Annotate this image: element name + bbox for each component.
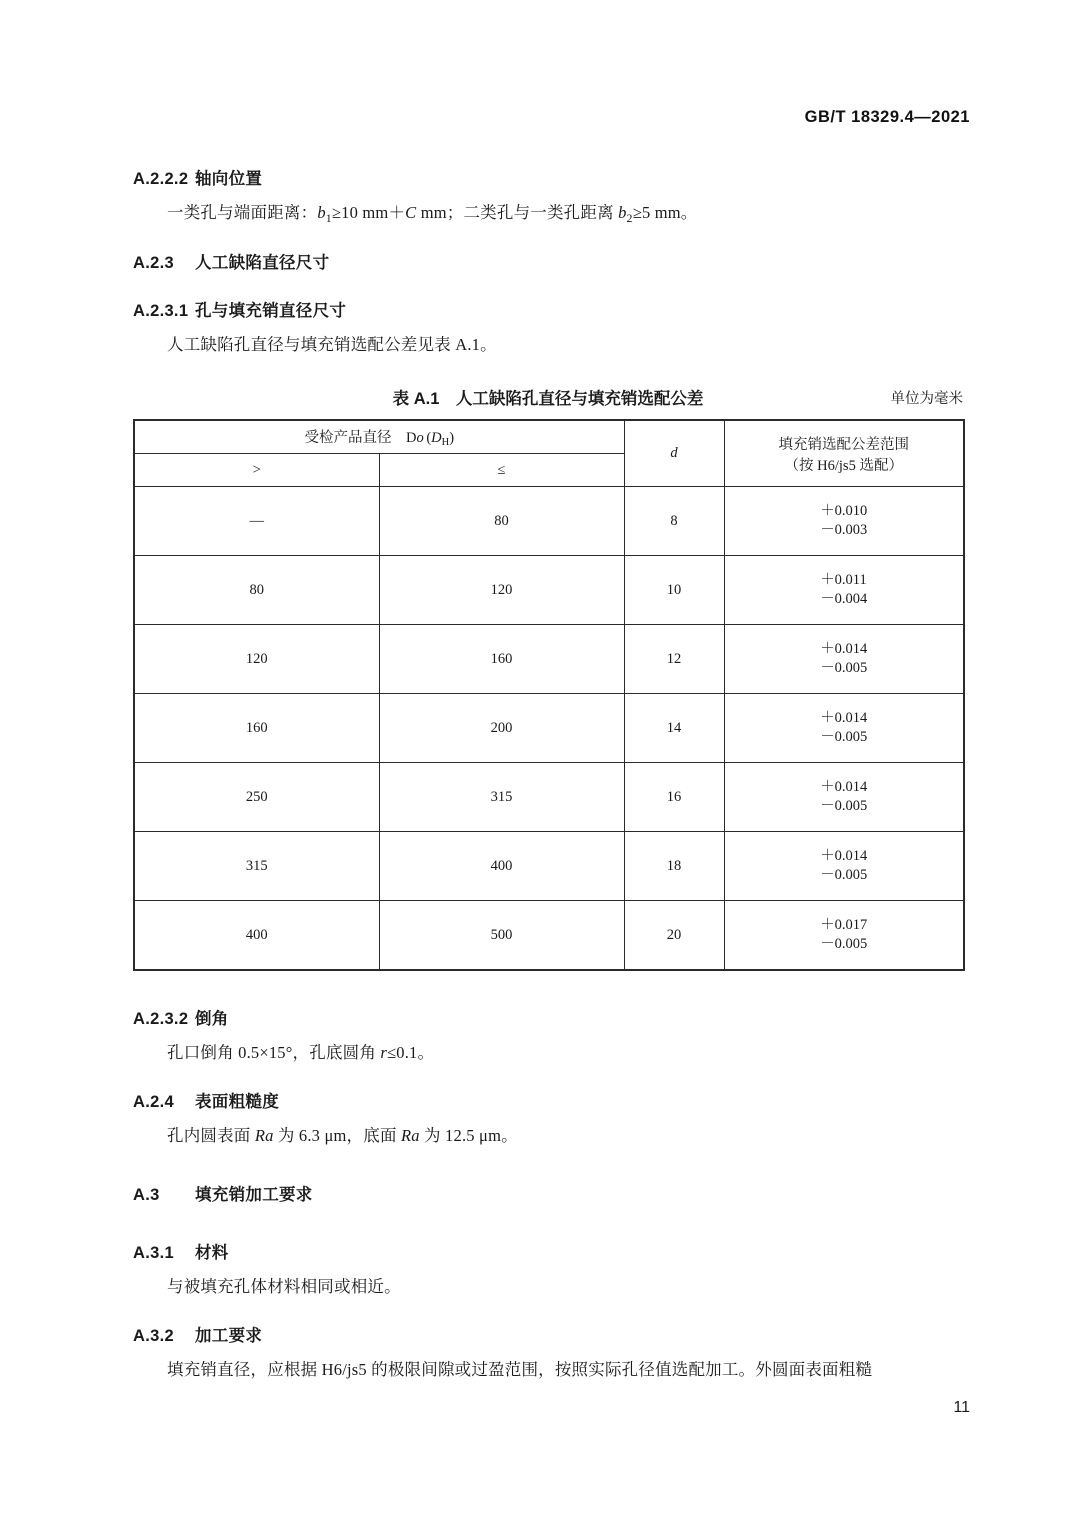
heading-a24-index: A.2.4 — [133, 1093, 174, 1112]
heading-a3-index: A.3 — [133, 1186, 160, 1205]
cell-tolerance-upper: ＋0.014 — [820, 709, 868, 726]
heading-a232 — [133, 1005, 963, 1029]
paragraph-a222: 一类孔与端面距离：$b_1\ge 10$ mm＋C mm；二类孔与一类孔距离 $b_2\ge 5$ mm。 — [167, 203, 698, 225]
table-caption — [133, 385, 963, 409]
cell-tolerance-lower: －0.005 — [820, 798, 868, 815]
heading-a222-index: A.2.2.2 — [133, 170, 189, 188]
cell-tolerance — [724, 763, 964, 832]
cell-le: 400 — [379, 832, 624, 901]
cell-gt: 250 — [134, 763, 379, 832]
cell-gt: — — [134, 487, 379, 556]
cell-d: 20 — [624, 901, 724, 971]
cell-tolerance-upper: ＋0.010 — [820, 502, 868, 519]
paragraph-a231: 人工缺陷孔直径与填充销选配公差见表 A.1。 — [167, 334, 497, 354]
cell-gt: 120 — [134, 625, 379, 694]
table-row — [134, 694, 964, 763]
cell-d: 12 — [624, 625, 724, 694]
cell-d: 18 — [624, 832, 724, 901]
cell-le: 160 — [379, 625, 624, 694]
table-body — [134, 487, 964, 971]
page-header-standard-number: GB/T 18329.4—2021 — [804, 108, 970, 126]
cell-tolerance-upper: ＋0.011 — [820, 571, 867, 588]
table-row — [134, 901, 964, 971]
heading-a31-index: A.3.1 — [133, 1244, 174, 1263]
cell-le: 80 — [379, 487, 624, 556]
cell-gt: 160 — [134, 694, 379, 763]
heading-a24-title: 表面粗糙度 — [195, 1093, 279, 1112]
heading-a231 — [133, 297, 963, 321]
cell-le: 315 — [379, 763, 624, 832]
cell-tolerance-upper: ＋0.017 — [820, 916, 868, 933]
document-body — [133, 165, 963, 1385]
heading-a31 — [133, 1239, 963, 1263]
table-row — [134, 487, 964, 556]
cell-le: 500 — [379, 901, 624, 971]
cell-tolerance-lower: －0.005 — [820, 729, 868, 746]
header-less-equal: ≤ — [379, 454, 624, 487]
heading-a31-title: 材料 — [195, 1244, 229, 1263]
heading-a3 — [133, 1181, 963, 1205]
table-row — [134, 763, 964, 832]
paragraph-a24: 孔内圆表面 Ra 为 6.3 μm，底面 Ra 为 12.5 μm。 — [167, 1126, 518, 1146]
cell-gt: 315 — [134, 832, 379, 901]
paragraph-a32: 填充销直径，应根据 H6/js5 的极限间隙或过盈范围，按照实际孔径值选配加工。外圆面表面粗糙 — [167, 1360, 873, 1380]
cell-d: 16 — [624, 763, 724, 832]
cell-tolerance-upper: ＋0.014 — [820, 778, 868, 795]
table-row — [134, 625, 964, 694]
cell-tolerance-lower: －0.003 — [820, 522, 868, 539]
cell-tolerance — [724, 625, 964, 694]
heading-a232-index: A.2.3.2 — [133, 1010, 189, 1029]
tolerance-table — [133, 419, 965, 971]
heading-a23-title: 人工缺陷直径尺寸 — [195, 253, 330, 272]
cell-d: 8 — [624, 487, 724, 556]
table-caption-text: 表 A.1 人工缺陷孔直径与填充销选配公差 — [392, 390, 704, 409]
cell-tolerance-lower: －0.004 — [820, 591, 868, 608]
heading-a3-title: 填充销加工要求 — [195, 1186, 313, 1205]
heading-a231-title: 孔与填充销直径尺寸 — [195, 301, 347, 320]
header-greater-than: > — [134, 454, 379, 487]
cell-d: 14 — [624, 694, 724, 763]
cell-d: 10 — [624, 556, 724, 625]
heading-a23-index: A.2.3 — [133, 253, 174, 272]
cell-gt: 80 — [134, 556, 379, 625]
heading-a222 — [133, 165, 963, 189]
cell-tolerance-lower: －0.005 — [820, 936, 868, 953]
cell-gt: 400 — [134, 901, 379, 971]
heading-a32-index: A.3.2 — [133, 1327, 174, 1346]
heading-a232-title: 倒角 — [195, 1010, 229, 1029]
table-unit-note: 单位为毫米 — [890, 391, 963, 408]
header-tolerance-range — [724, 420, 964, 487]
cell-tolerance — [724, 694, 964, 763]
page-number: 11 — [953, 1399, 970, 1416]
cell-tolerance — [724, 487, 964, 556]
cell-tolerance-upper: ＋0.014 — [820, 640, 868, 657]
cell-tolerance-lower: －0.005 — [820, 867, 868, 884]
header-d: d — [624, 420, 724, 487]
heading-a222-title: 轴向位置 — [195, 170, 263, 188]
heading-a23 — [133, 249, 963, 273]
cell-tolerance — [724, 832, 964, 901]
cell-tolerance — [724, 901, 964, 971]
paragraph-a232: 孔口倒角 0.5×15°，孔底圆角 r≤0.1。 — [167, 1043, 435, 1063]
table-row — [134, 556, 964, 625]
heading-a231-index: A.2.3.1 — [133, 301, 189, 320]
header-product-diameter-label: 受检产品直径 D — [304, 430, 417, 447]
cell-le: 120 — [379, 556, 624, 625]
heading-a24 — [133, 1088, 963, 1112]
cell-tolerance-upper: ＋0.014 — [820, 847, 868, 864]
cell-tolerance — [724, 556, 964, 625]
table-header-row-1 — [134, 420, 964, 454]
heading-a32-title: 加工要求 — [195, 1327, 263, 1346]
heading-a32 — [133, 1322, 963, 1346]
header-tolerance-line1: 填充销选配公差范围 — [778, 436, 909, 453]
cell-tolerance-lower: －0.005 — [820, 660, 868, 677]
header-product-diameter: 受检产品直径 Do $(D_H)$ — [134, 420, 624, 454]
header-tolerance-line2: （按 H6/js5 选配） — [784, 457, 903, 474]
paragraph-a31: 与被填充孔体材料相同或相近。 — [167, 1277, 401, 1297]
cell-le: 200 — [379, 694, 624, 763]
table-row — [134, 832, 964, 901]
